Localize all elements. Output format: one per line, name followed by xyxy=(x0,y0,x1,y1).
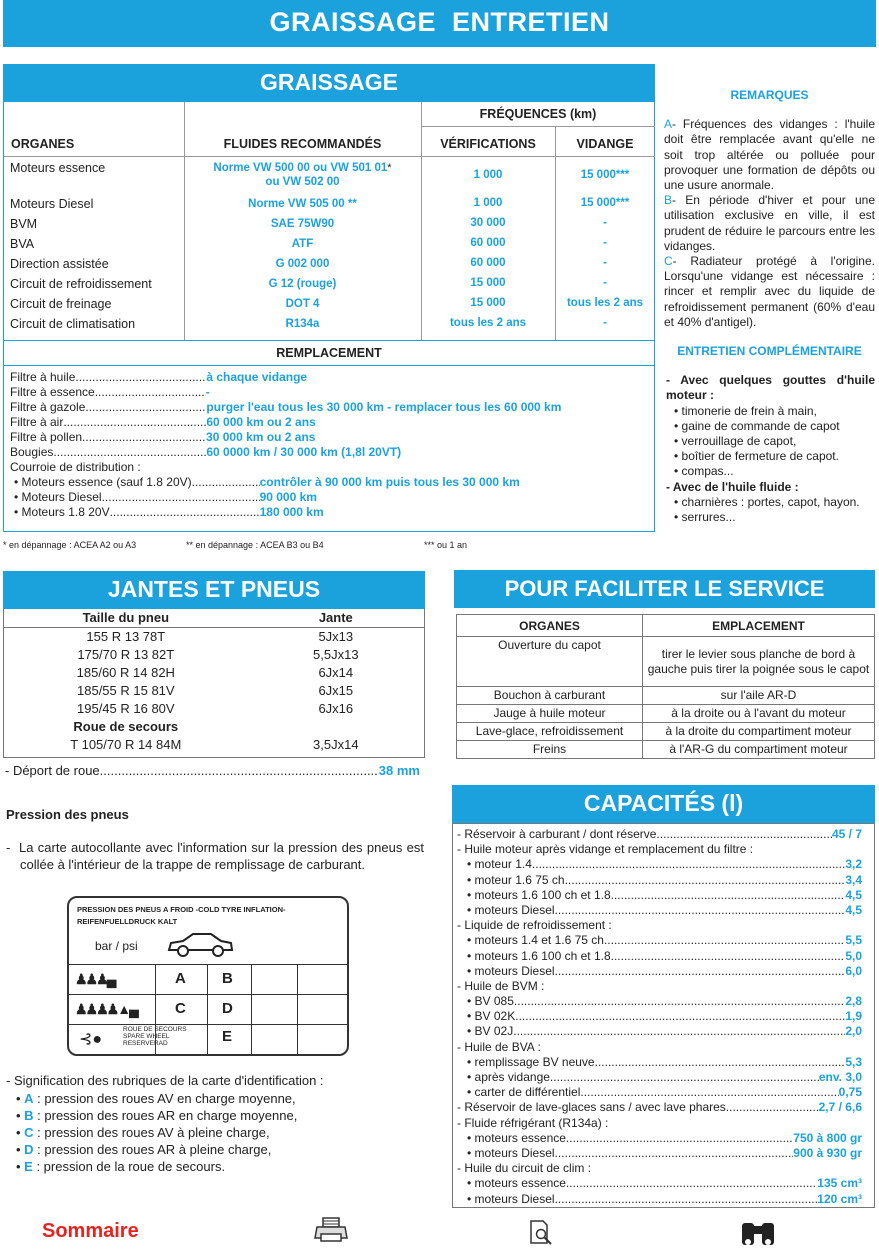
card-letter-c: C xyxy=(175,1000,186,1017)
service-title: POUR FACILITER LE SERVICE xyxy=(454,570,875,608)
sommaire-link[interactable]: Sommaire xyxy=(42,1220,139,1242)
page-header xyxy=(3,0,876,47)
remplacement-row: Filtre à pollen ..... 30 000 km ou 2 ans xyxy=(10,430,650,445)
gouttes-title: - Avec quelques gouttes d'huile moteur : xyxy=(666,373,875,403)
capacite-row: • moteurs Diesel ..... 900 à 930 gr xyxy=(457,1146,862,1161)
secours-title: Roue de secours xyxy=(73,718,179,734)
card-secours: ROUE DE SECOURS SPARE WHEEL RESERVERAD xyxy=(123,1026,187,1047)
jante-taille: 185/60 R 14 82H xyxy=(76,664,175,680)
secours-taille: T 105/70 R 14 84M xyxy=(70,736,182,752)
fluid-verification: 15 000 xyxy=(470,297,506,309)
capacite-row: • moteurs 1.6 100 ch et 1.8 ..... 5,0 xyxy=(457,949,862,964)
service-emplacement: à la droite du compartiment moteur xyxy=(643,723,875,741)
jante-taille: 175/70 R 13 82T xyxy=(77,646,175,662)
spare-wheel-icon: ⊰● xyxy=(79,1031,103,1048)
fluid-recommande: G 12 (rouge) xyxy=(268,278,337,290)
remplacement-list xyxy=(4,366,654,520)
jante-row xyxy=(4,663,424,681)
fluid-vidange: 15 000*** xyxy=(580,169,630,181)
footnote-1: * en dépannage : ACEA A2 ou A3 xyxy=(3,540,137,550)
capacite-row: - Réservoir de lave-glaces sans / avec lave phares ..... 2,7 / 6,6 xyxy=(457,1100,862,1115)
capacite-row: • moteurs Diesel ..... 4,5 xyxy=(457,903,862,918)
signif-list xyxy=(16,1090,297,1175)
service-row xyxy=(457,637,875,687)
jante-value: 6Jx15 xyxy=(318,682,354,698)
service-organe: Lave-glace, refroidissement xyxy=(457,723,643,741)
fluid-vidange: - xyxy=(603,257,607,269)
graissage-title: GRAISSAGE xyxy=(4,65,654,102)
capacite-row: • moteur 1.4 ..... 3,2 xyxy=(457,857,862,872)
jante-taille: 195/45 R 16 80V xyxy=(77,700,175,716)
fluid-vidange: - xyxy=(603,237,607,249)
fluid-vidange: - xyxy=(603,317,607,329)
fluid-organe: Circuit de refroidissement xyxy=(10,277,152,291)
capacite-row: • BV 02K ..... 1,9 xyxy=(457,1009,862,1024)
jante-value: 6Jx14 xyxy=(318,664,354,680)
signif-item: • D : pression des roues AR à pleine charge, xyxy=(16,1142,272,1157)
capacite-row: • après vidange ..... env. 3,0 xyxy=(457,1070,862,1085)
fluid-vidange: tous les 2 ans xyxy=(566,297,644,309)
fluide-item: • charnières : portes, capot, hayon. xyxy=(674,494,860,509)
service-table xyxy=(456,614,875,759)
capacite-row: - Huile de BVA : xyxy=(457,1039,541,1054)
signif-item: • E : pression de la roue de secours. xyxy=(16,1159,226,1174)
remarque-item: A- Fréquences des vidanges : l'huile doit être remplacée avant qu'elle ne soit trop altérée ou polluée pour provoquer une formation de dépôts ou une usure anormale. xyxy=(664,117,875,193)
passengers-full-icon: ♟♟♟♟▲▄ xyxy=(75,1001,137,1017)
capacite-row: - Huile du circuit de clim : xyxy=(457,1161,592,1176)
remplacement-header: REMPLACEMENT xyxy=(4,340,654,366)
fluid-verification: 15 000 xyxy=(470,277,506,289)
capacite-row: - Fluide réfrigérant (R134a) : xyxy=(457,1115,609,1130)
fluid-recommande: G 002 000 xyxy=(275,258,330,270)
service-organe: Jauge à huile moteur xyxy=(457,705,643,723)
service-row xyxy=(457,687,875,705)
gouttes-item: • timonerie de frein à main, xyxy=(674,403,817,418)
col-jante: Jante xyxy=(248,609,424,627)
remarque-item: B- En période d'hiver et pour une utilisation exclusive en ville, il est prudent de réduire le parcours entre les vidanges. xyxy=(664,193,875,253)
capacite-row: • moteurs 1.6 100 ch et 1.8 ..... 4,5 xyxy=(457,888,862,903)
fluide-title: - Avec de l'huile fluide : xyxy=(666,479,799,494)
fluid-recommande: ATF xyxy=(291,238,314,250)
printer-icon[interactable] xyxy=(314,1216,348,1244)
courroie-row: • Moteurs 1.8 20V ..... 180 000 km xyxy=(10,505,650,520)
pression-title: Pression des pneus xyxy=(6,807,129,822)
footnote-3: *** ou 1 an xyxy=(424,540,468,550)
card-letter-b: B xyxy=(222,970,233,987)
remarques-section xyxy=(664,88,875,525)
capacites-title: CAPACITÉS (l) xyxy=(452,785,875,823)
capacite-row: • carter de différentiel ..... 0,75 xyxy=(457,1085,862,1100)
fluid-vidange: - xyxy=(603,217,607,229)
fluid-organe: BVA xyxy=(10,237,35,251)
jante-value: 5,5Jx13 xyxy=(313,646,359,662)
card-unit: bar / psi xyxy=(95,939,138,953)
remplacement-row: Bougies ..... 60 0000 km / 30 000 km (1,8l 20VT) xyxy=(10,445,650,460)
capacites-box xyxy=(452,823,875,1208)
signif-item: • C : pression des roues AV à pleine charge, xyxy=(16,1125,270,1140)
remplacement-row: Filtre à essence ..... - xyxy=(10,385,650,400)
remplacement-row: Filtre à air ..... 60 000 km ou 2 ans xyxy=(10,415,650,430)
passengers-light-icon: ♟♟♟▄ xyxy=(75,971,115,987)
signif-item: • B : pression des roues AR en charge moyenne, xyxy=(16,1108,298,1123)
service-row xyxy=(457,723,875,741)
pressure-card xyxy=(67,896,349,1056)
capacite-row: • moteurs essence ..... 750 à 800 gr xyxy=(457,1131,862,1146)
service-row xyxy=(457,741,875,759)
col-organes: ORGANES xyxy=(11,137,75,151)
gouttes-item: • boîtier de fermeture de capot. xyxy=(674,449,839,464)
service-organe: Ouverture du capot xyxy=(457,637,643,687)
jante-value: 6Jx16 xyxy=(318,700,354,716)
service-emplacement: à l'AR-G du compartiment moteur xyxy=(643,741,875,759)
fluid-organe: BVM xyxy=(10,217,38,231)
graissage-section xyxy=(3,64,655,532)
capacite-row: • moteurs 1.4 et 1.6 75 ch ..... 5,5 xyxy=(457,933,862,948)
jante-taille: 155 R 13 78T xyxy=(86,628,166,644)
capacite-row: • BV 02J ..... 2,0 xyxy=(457,1024,862,1039)
gouttes-item: • verrouillage de capot, xyxy=(674,434,797,449)
remplacement-row: Filtre à gazole ..... purger l'eau tous les 30 000 km - remplacer tous les 60 000 km xyxy=(10,400,650,415)
jante-row xyxy=(4,699,424,717)
capacite-row: • moteurs Diesel ..... 120 cm³ xyxy=(457,1192,862,1207)
fluid-verification: 60 000 xyxy=(470,237,506,249)
deport-row: - Déport de roue ..... 38 mm xyxy=(5,763,420,778)
fluids-table xyxy=(4,102,654,340)
card-line1: PRESSION DES PNEUS A FROID -COLD TYRE INFLATION- xyxy=(77,905,286,914)
col-frequences: FRÉQUENCES (km) xyxy=(479,107,597,121)
capacite-row: • moteur 1.6 75 ch ..... 3,4 xyxy=(457,873,862,888)
card-letter-e: E xyxy=(222,1028,233,1045)
jantes-title: JANTES ET PNEUS xyxy=(3,571,425,609)
fluid-recommande: R134a xyxy=(285,318,320,330)
col-fluides: FLUIDES RECOMMANDÉS xyxy=(223,137,382,151)
col-verifications: VÉRIFICATIONS xyxy=(440,137,536,151)
card-line2: REIFENFUELLDRUCK KALT xyxy=(77,917,178,926)
fluid-recommande: Norme VW 505 00 ** xyxy=(248,198,357,210)
footnote-2: ** en dépannage : ACEA B3 ou B4 xyxy=(186,540,324,550)
binoculars-icon[interactable] xyxy=(739,1220,777,1248)
service-emplacement: à la droite ou à l'avant du moteur xyxy=(643,705,875,723)
fluid-organe: Direction assistée xyxy=(10,257,109,271)
jante-row xyxy=(4,627,424,645)
service-row xyxy=(457,705,875,723)
capacite-row: • moteurs Diesel ..... 6,0 xyxy=(457,964,862,979)
card-letter-d: D xyxy=(222,1000,233,1017)
secours-jante: 3,5Jx14 xyxy=(313,736,359,752)
jante-row xyxy=(4,645,424,663)
signif-item: • A : pression des roues AV en charge moyenne, xyxy=(16,1091,296,1106)
fluid-verification: 60 000 xyxy=(470,257,506,269)
fluid-vidange: - xyxy=(603,277,607,289)
capacite-row: • moteurs essence ..... 135 cm³ xyxy=(457,1176,862,1191)
jantes-table xyxy=(3,609,425,758)
col-taille: Taille du pneu xyxy=(4,609,248,627)
service-emplacement: sur l'aile AR-D xyxy=(643,687,875,705)
fluid-recommande: SAE 75W90 xyxy=(270,218,335,230)
signif-title: - Signification des rubriques de la carte d'identification : xyxy=(6,1073,324,1088)
gouttes-item: • gaine de commande de capot xyxy=(674,418,840,433)
capacite-row: - Liquide de refroidissement : xyxy=(457,918,612,933)
remarque-item: C- Radiateur protégé à l'origine. Lorsqu'une vidange est nécessaire : rincer et remplir avec du liquide de refroidissement permanent (60% d'eau et 40% d'antigel). xyxy=(664,254,875,329)
courroie-row: • Moteurs essence (sauf 1.8 20V) ..... contrôler à 90 000 km puis tous les 30 000 km xyxy=(10,475,650,490)
service-emplacement: tirer le levier sous planche de bord à gauche puis tirer la poignée sous le capot xyxy=(643,637,875,687)
fluide-item: • serrures... xyxy=(674,510,736,525)
jante-row xyxy=(4,681,424,699)
service-organe: Freins xyxy=(457,741,643,759)
car-icon xyxy=(165,930,235,958)
fluid-organe: Moteurs essence xyxy=(10,161,106,175)
capacite-row: - Huile de BVM : xyxy=(457,978,545,993)
col-vidange: VIDANGE xyxy=(576,137,634,151)
fluid-recommande: DOT 4 xyxy=(285,298,320,310)
fluid-verification: 1 000 xyxy=(473,169,503,181)
courroie-label: Courroie de distribution : xyxy=(10,460,141,474)
fluid-verification: tous les 2 ans xyxy=(449,317,527,329)
jante-value: 5Jx13 xyxy=(318,628,354,644)
fluid-organe: Moteurs Diesel xyxy=(10,197,94,211)
capacite-row: • BV 085 ..... 2,8 xyxy=(457,994,862,1009)
courroie-row: • Moteurs Diesel ..... 90 000 km xyxy=(10,490,650,505)
fluid-verification: 30 000 xyxy=(470,217,506,229)
fluid-verification: 1 000 xyxy=(473,197,503,209)
page-title: GRAISSAGE ENTRETIEN xyxy=(269,7,610,37)
card-letter-a: A xyxy=(175,970,186,987)
pression-text: - La carte autocollante avec l'information sur la pression des pneus est collée à l'intérieur de la trappe de remplissage de carburant. xyxy=(6,840,424,872)
capacite-row: - Huile moteur après vidange et remplacement du filtre : xyxy=(457,842,754,857)
col-service-emplacement: EMPLACEMENT xyxy=(643,615,875,637)
fluid-vidange: 15 000*** xyxy=(580,197,630,209)
fluid-recommande: Norme VW 500 00 ou VW 501 01* ou VW 502 00 xyxy=(213,162,392,188)
col-service-organes: ORGANES xyxy=(457,615,643,637)
remarques-title: REMARQUES xyxy=(730,88,809,102)
entretien-title: ENTRETIEN COMPLÉMENTAIRE xyxy=(677,344,862,359)
capacite-row: • remplissage BV neuve ..... 5,3 xyxy=(457,1055,862,1070)
service-organe: Bouchon à carburant xyxy=(457,687,643,705)
remplacement-row: Filtre à huile ..... à chaque vidange xyxy=(10,370,650,385)
gouttes-item: • compas... xyxy=(674,464,734,479)
jante-taille: 185/55 R 15 81V xyxy=(77,682,175,698)
capacite-row: - Réservoir à carburant / dont réserve ..... 45 / 7 xyxy=(457,827,862,842)
fluid-organe: Circuit de freinage xyxy=(10,297,112,311)
search-page-icon[interactable] xyxy=(528,1220,554,1246)
fluid-organe: Circuit de climatisation xyxy=(10,317,136,331)
